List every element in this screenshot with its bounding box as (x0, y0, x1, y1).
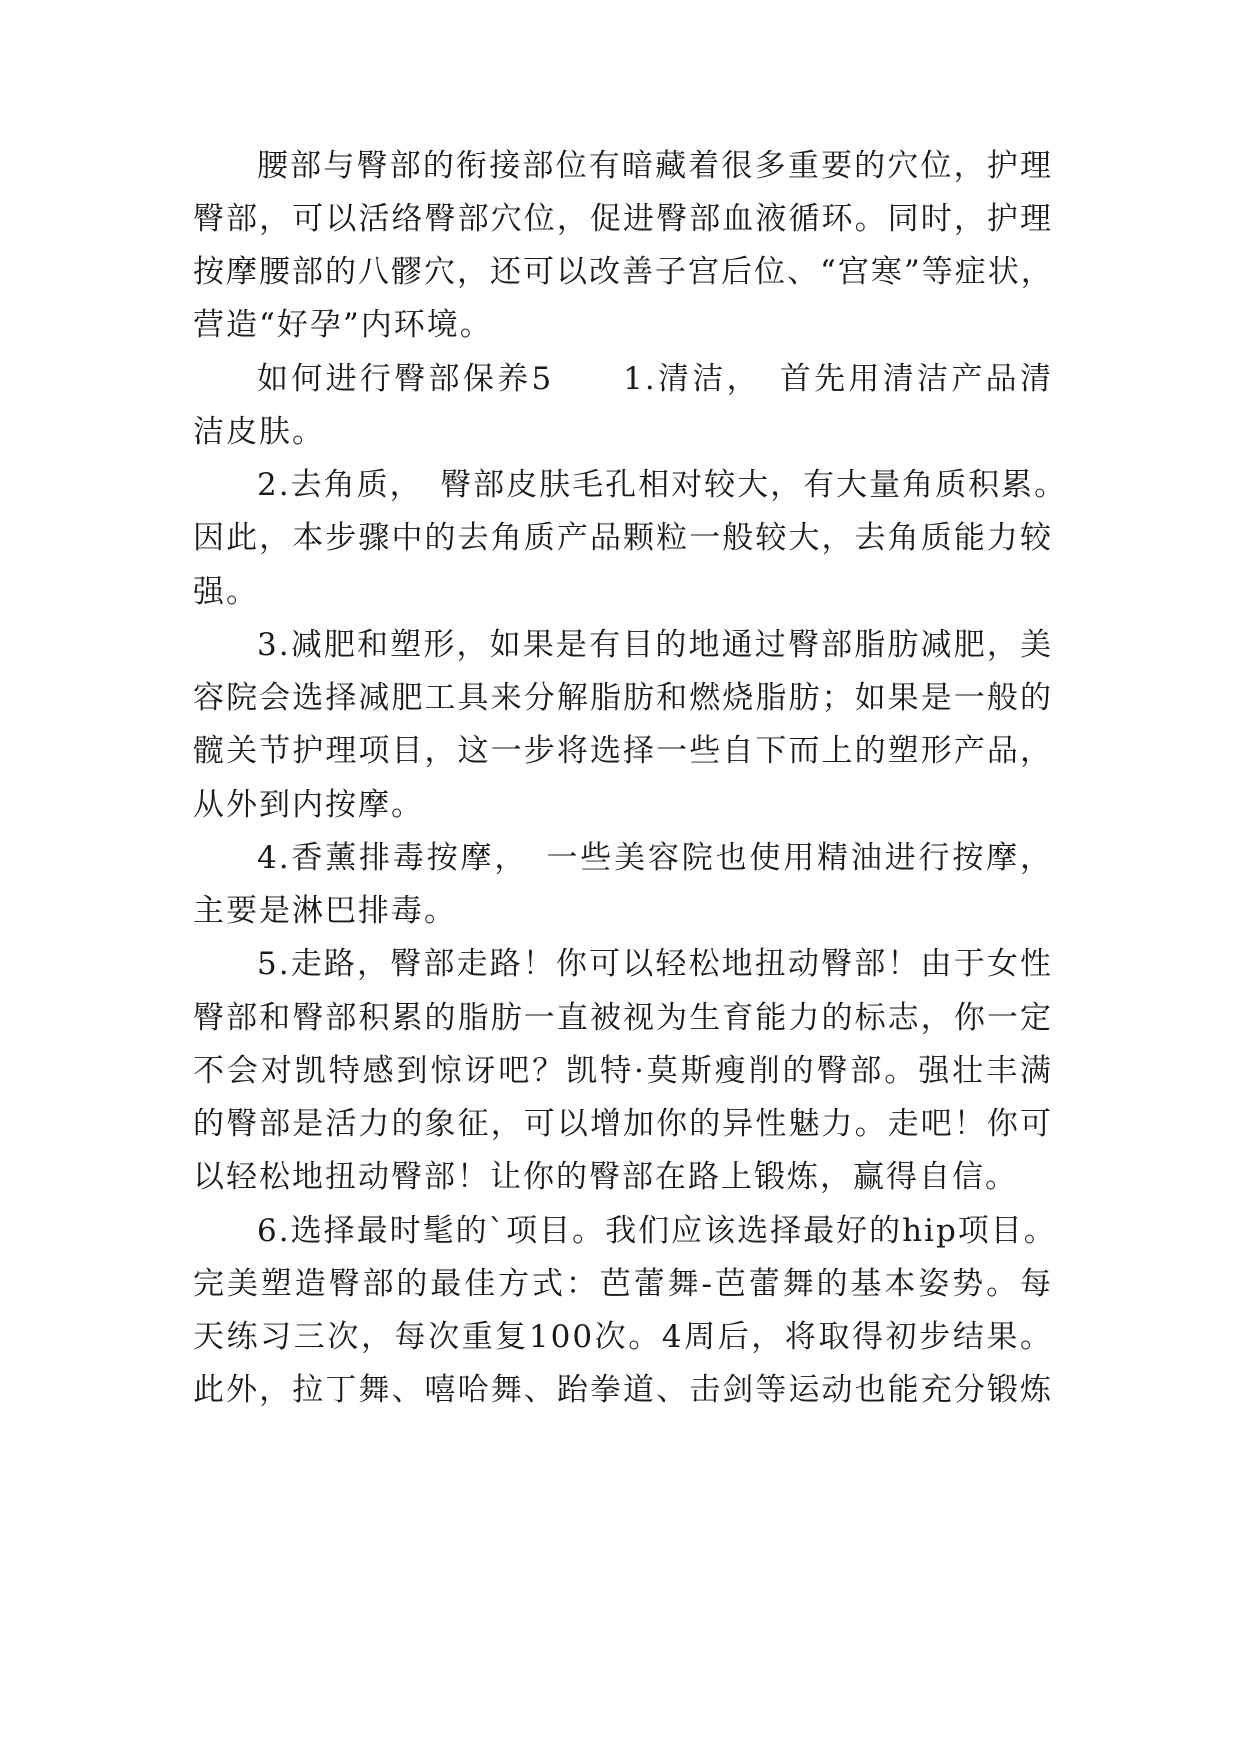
paragraph-line: 5.走路，臀部走路！你可以轻松地扭动臀部！由于女性 (257, 946, 1053, 982)
paragraph-line: 3.减肥和塑形，如果是有目的地通过臀部脂肪减肥，美 (257, 627, 1053, 663)
paragraph-line: 营造“好孕”内环境。 (193, 307, 493, 343)
paragraph-line: 髋关节护理项目，这一步将选择一些自下而上的塑形产品， (193, 733, 1053, 769)
paragraph-line: 天练习三次，每次重复100次。4周后，将取得初步结果。 (193, 1319, 1053, 1355)
paragraph-line: 如何进行臀部保养5 1.清洁， 首先用清洁产品清 (257, 361, 1053, 397)
paragraph-line: 从外到内按摩。 (193, 787, 424, 823)
paragraph-line: 完美塑造臀部的最佳方式：芭蕾舞-芭蕾舞的基本姿势。每 (193, 1266, 1053, 1302)
paragraph-line: 主要是淋巴排毒。 (193, 893, 457, 929)
paragraph-line: 臀部，可以活络臀部穴位，促进臀部血液循环。同时，护理 (193, 201, 1053, 237)
paragraph-line: 6.选择最时髦的`项目。我们应该选择最好的hip项目。 (257, 1213, 1057, 1249)
paragraph-line: 强。 (193, 574, 259, 610)
paragraph-line: 按摩腰部的八髎穴，还可以改善子宫后位、“宫寒”等症状， (193, 254, 1054, 290)
paragraph-line: 洁皮肤。 (193, 414, 325, 450)
paragraph-line: 腰部与臀部的衔接部位有暗藏着很多重要的穴位，护理 (257, 148, 1053, 184)
paragraph-line: 臀部和臀部积累的脂肪一直被视为生育能力的标志，你一定 (193, 1000, 1053, 1036)
paragraph-line: 4.香薰排毒按摩， 一些美容院也使用精油进行按摩， (257, 840, 1053, 876)
paragraph-line: 此外，拉丁舞、嘻哈舞、跆拳道、击剑等运动也能充分锻炼 (193, 1372, 1053, 1408)
paragraph-line: 以轻松地扭动臀部！让你的臀部在路上锻炼，赢得自信。 (193, 1159, 1018, 1195)
paragraph-line: 的臀部是活力的象征，可以增加你的异性魅力。走吧！你可 (193, 1106, 1053, 1142)
paragraph-line: 2.去角质， 臀部皮肤毛孔相对较大，有大量角质积累。 (257, 467, 1068, 503)
paragraph-line: 容院会选择减肥工具来分解脂肪和燃烧脂肪；如果是一般的 (193, 680, 1053, 716)
paragraph-line: 因此，本步骤中的去角质产品颗粒一般较大，去角质能力较 (193, 520, 1053, 556)
paragraph-line: 不会对凯特感到惊讶吧？凯特·莫斯瘦削的臀部。强壮丰满 (193, 1053, 1053, 1089)
